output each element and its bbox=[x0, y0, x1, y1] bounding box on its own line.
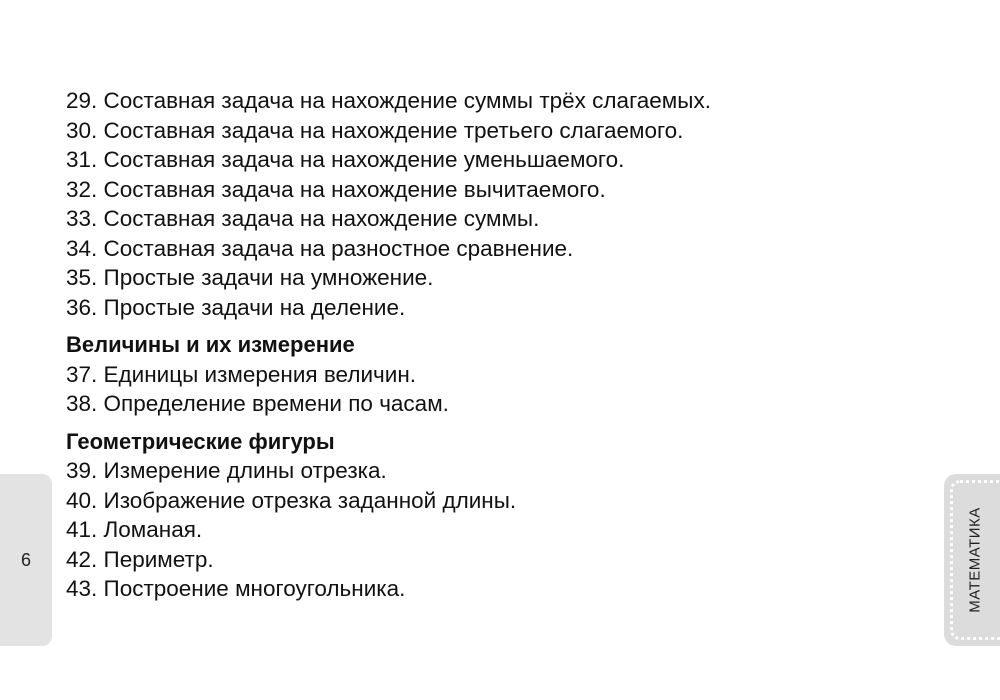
section-compound-problems bbox=[66, 86, 926, 322]
section-quantities bbox=[66, 330, 926, 419]
list-item: 40. Изображение отрезка заданной длины. bbox=[66, 487, 517, 513]
list-item: 33. Составная задача на нахождение суммы. bbox=[66, 206, 540, 231]
section-heading: Геометрические фигуры bbox=[66, 428, 335, 454]
list-item: 36. Простые задачи на деление. bbox=[66, 294, 406, 320]
list-item: 42. Периметр. bbox=[66, 546, 214, 572]
list-item: 34. Составная задача на разностное сравнение. bbox=[66, 235, 574, 261]
item-list bbox=[66, 360, 926, 419]
list-item: 35. Простые задачи на умножение. bbox=[66, 265, 434, 290]
page-number: 6 bbox=[21, 550, 32, 570]
list-item: 32. Составная задача на нахождение вычитаемого. bbox=[66, 176, 606, 202]
item-list bbox=[66, 86, 926, 322]
list-item: 38. Определение времени по часам. bbox=[66, 391, 449, 416]
list-item: 43. Построение многоугольника. bbox=[66, 576, 406, 601]
table-of-contents bbox=[66, 86, 926, 604]
list-item: 41. Ломаная. bbox=[66, 517, 203, 542]
subject-tab-label: МАТЕМАТИКА bbox=[966, 507, 984, 613]
list-item: 29. Составная задача на нахождение суммы трёх слагаемых. bbox=[66, 88, 711, 113]
section-heading: Величины и их измерение bbox=[66, 332, 355, 357]
list-item: 37. Единицы измерения величин. bbox=[66, 361, 416, 387]
list-item: 39. Измерение длины отрезка. bbox=[66, 458, 387, 483]
list-item: 30. Составная задача на нахождение третьего слагаемого. bbox=[66, 117, 684, 143]
section-geometry bbox=[66, 427, 926, 604]
list-item: 31. Составная задача на нахождение уменьшаемого. bbox=[66, 147, 625, 172]
item-list bbox=[66, 456, 926, 604]
